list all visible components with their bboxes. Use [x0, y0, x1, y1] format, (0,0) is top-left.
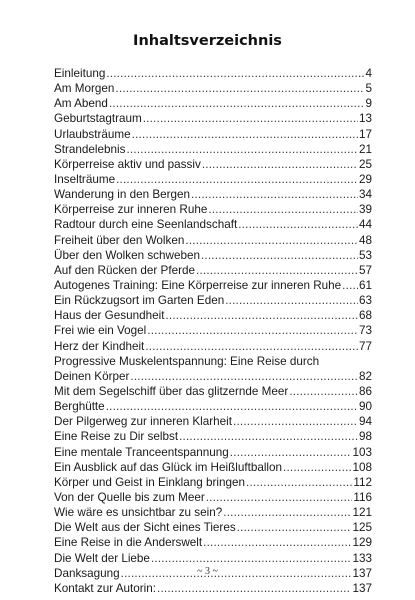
dot-leader: [109, 96, 365, 111]
toc-entry-label: Wanderung in den Bergen: [54, 188, 191, 202]
toc-entry: [54, 142, 372, 157]
toc-entry-label: Inselträume: [54, 172, 116, 186]
toc-entry-page: 103: [352, 445, 372, 459]
toc-entry-label: Körperreise zur inneren Ruhe: [54, 203, 208, 217]
toc-entry-label: Berghütte: [54, 400, 105, 414]
dot-leader: [223, 505, 351, 520]
toc-entry-page: 34: [358, 188, 372, 202]
toc-entry-label-continued: Deinen Körper: [54, 369, 130, 383]
dot-leader: [115, 81, 364, 96]
toc-entry: [54, 445, 372, 460]
toc-entry-page: 5: [365, 82, 372, 96]
toc-entry-label: Am Abend: [54, 97, 108, 111]
toc-entry-label: Radtour durch eine Seenlandschaft: [54, 218, 238, 232]
toc-entry-page: 108: [352, 460, 372, 474]
toc-entry-page: 4: [365, 67, 372, 80]
dot-leader: [145, 339, 358, 354]
dot-leader: [238, 217, 358, 232]
toc-entry: [54, 475, 372, 490]
toc-entry-label: Über den Wolken schweben: [54, 248, 200, 262]
toc-entry: [54, 414, 372, 429]
toc-entry: [54, 127, 372, 142]
toc-entry-page: 9: [365, 97, 372, 111]
toc-entry-page: 137: [352, 581, 372, 595]
dot-leader: [208, 202, 358, 217]
dot-leader: [246, 475, 352, 490]
toc-entry: [54, 172, 372, 187]
dot-leader: [191, 187, 358, 202]
toc-entry-label: Am Morgen: [54, 82, 115, 96]
toc-entry-label: Einleitung: [54, 67, 106, 80]
toc-entry: [54, 233, 372, 248]
toc-entry-label: Die Welt der Liebe: [54, 551, 150, 565]
toc-entry: [54, 248, 372, 263]
toc-entry-page: 112: [353, 475, 372, 489]
dot-leader: [147, 323, 358, 338]
dot-leader: [237, 520, 352, 535]
toc-entry: [54, 323, 372, 338]
toc-entry-page: 57: [358, 263, 372, 277]
dot-leader: [165, 308, 358, 323]
dot-leader: [206, 490, 353, 505]
toc-entry: [54, 384, 372, 399]
dot-leader: [202, 157, 358, 172]
dot-leader: [185, 233, 358, 248]
toc-entry: [54, 399, 372, 414]
toc-entry-label: Auf den Rücken der Pferde: [54, 263, 195, 277]
toc-entry-label: Ein Ausblick auf das Glück im Heißluftballon: [54, 460, 283, 474]
dot-leader: [179, 429, 358, 444]
dot-leader: [201, 248, 358, 263]
dot-leader: [203, 535, 351, 550]
toc-entry-label: Ein Rückzugsort im Garten Eden: [54, 294, 225, 308]
page-title: Inhaltsverzeichnis: [133, 33, 282, 49]
toc-entry-page: 61: [358, 278, 372, 292]
dot-leader: [132, 127, 358, 142]
toc-entry: [54, 551, 372, 566]
toc-entry: [54, 460, 372, 475]
toc-entry-page: 48: [358, 233, 372, 247]
toc-entry-label: Danksagung: [54, 566, 120, 580]
toc-entry: [54, 202, 372, 217]
toc-entry-label: Die Welt aus der Sicht eines Tieres: [54, 521, 236, 535]
toc-entry-page: 77: [358, 339, 372, 353]
toc-entry-label: Eine mentale Tranceentspannung: [54, 445, 229, 459]
toc-entry-page: 90: [358, 400, 372, 414]
toc-entry: [54, 263, 372, 278]
toc-entry-page: 44: [358, 218, 372, 232]
toc-entry: [54, 505, 372, 520]
dot-leader: [342, 278, 358, 293]
toc-entry-label: Freiheit über den Wolken: [54, 233, 185, 247]
toc-entry: [54, 520, 372, 535]
dot-leader: [130, 369, 358, 384]
toc-entry-page: 116: [353, 490, 372, 504]
toc-entry-label: Progressive Muskelentspannung: Eine Reise durch: [54, 354, 320, 368]
dot-leader: [157, 581, 351, 596]
toc-entry: [54, 111, 372, 126]
toc-entry-label: Frei wie ein Vogel: [54, 324, 147, 338]
toc-entry-page: 53: [358, 248, 372, 262]
toc-entry-page: 86: [358, 384, 372, 398]
toc-entry-page: 137: [352, 566, 372, 580]
dot-leader: [196, 263, 358, 278]
toc-entry-label: Wie wäre es unsichtbar zu sein?: [54, 506, 223, 520]
toc-entry: [54, 339, 372, 354]
toc-entry: [54, 96, 372, 111]
toc-entry-label: Kontakt zur Autorin:: [54, 581, 156, 595]
toc-entry-label: Von der Quelle bis zum Meer: [54, 490, 205, 504]
toc-entry: [54, 81, 372, 96]
toc-entry-page: 82: [358, 369, 372, 383]
toc-entry-label: Mit dem Segelschiff über das glitzernde Meer: [54, 384, 289, 398]
toc-entry: [54, 308, 372, 323]
dot-leader: [289, 384, 358, 399]
toc-entry: [54, 429, 372, 444]
toc-entry-page: 68: [358, 309, 372, 323]
toc-entry: [54, 217, 372, 232]
dot-leader: [225, 293, 358, 308]
toc-entry-label: Haus der Gesundheit: [54, 309, 165, 323]
toc-entry-page: 29: [358, 172, 372, 186]
toc-entry: [54, 66, 372, 81]
toc-entry: [54, 278, 372, 293]
toc-entry: [54, 354, 372, 384]
toc-entry-label: Körper und Geist in Einklang bringen: [54, 475, 246, 489]
dot-leader: [233, 414, 358, 429]
toc-entry-page: 73: [358, 324, 372, 338]
toc-entry: [54, 157, 372, 172]
toc-entry-page: 121: [352, 506, 372, 520]
toc-entry-page: 21: [358, 142, 372, 156]
toc-entry-page: 63: [358, 294, 372, 308]
dot-leader: [126, 142, 358, 157]
toc-entry-page: 98: [358, 430, 372, 444]
toc-entry-page: 17: [358, 127, 372, 141]
table-of-contents: [54, 66, 372, 596]
dot-leader: [283, 460, 351, 475]
toc-entry: [54, 535, 372, 550]
toc-entry-label: Herz der Kindheit: [54, 339, 145, 353]
toc-entry-label: Eine Reise zu Dir selbst: [54, 430, 179, 444]
page-number: ~ 3 ~: [197, 566, 218, 577]
toc-entry-page: 133: [352, 551, 372, 565]
toc-entry-label: Der Pilgerweg zur inneren Klarheit: [54, 415, 232, 429]
toc-entry-page: 25: [358, 157, 372, 171]
dot-leader: [230, 445, 352, 460]
dot-leader: [151, 551, 352, 566]
dot-leader: [106, 399, 358, 414]
toc-entry-label: Eine Reise in die Anderswelt: [54, 536, 203, 550]
dot-leader: [143, 111, 358, 126]
toc-entry-page: 94: [358, 415, 372, 429]
toc-entry-label: Autogenes Training: Eine Körperreise zur inneren Ruhe: [54, 278, 342, 292]
toc-entry-page: 125: [352, 521, 372, 535]
toc-entry-label: Geburtstagtraum: [54, 112, 142, 126]
toc-entry-label: Urlaubsträume: [54, 127, 131, 141]
toc-entry: [54, 187, 372, 202]
toc-entry: [54, 581, 372, 596]
toc-entry-page: 129: [352, 536, 372, 550]
toc-entry-page: 13: [358, 112, 372, 126]
toc-entry-label: Strandelebnis: [54, 142, 126, 156]
dot-leader: [106, 66, 364, 81]
toc-entry: [54, 490, 372, 505]
toc-entry-page: 39: [358, 203, 372, 217]
toc-entry-label: Körperreise aktiv und passiv: [54, 157, 201, 171]
toc-entry-line: [54, 369, 372, 384]
dot-leader: [116, 172, 358, 187]
toc-entry: [54, 293, 372, 308]
